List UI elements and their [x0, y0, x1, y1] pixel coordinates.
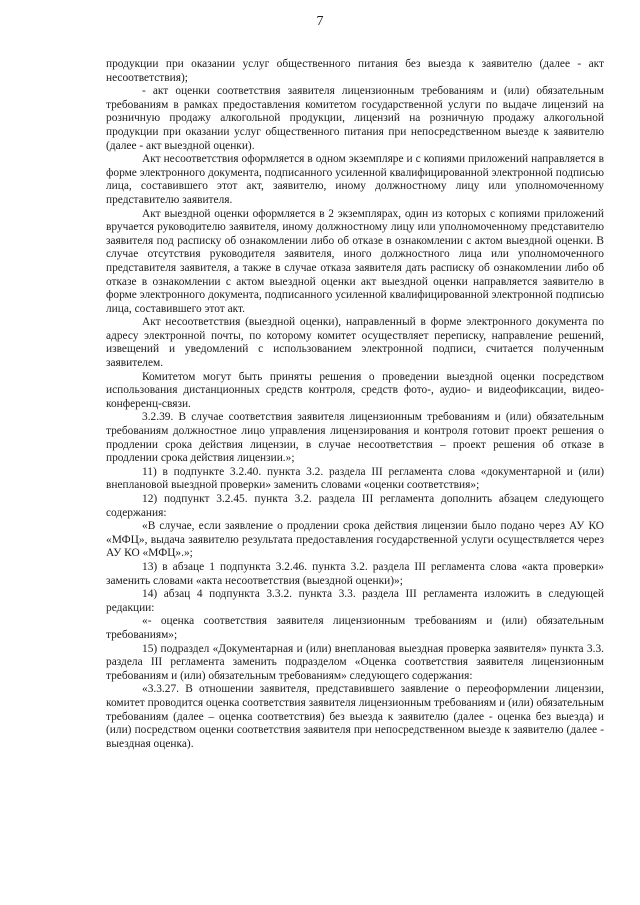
- paragraph: «3.3.27. В отношении заявителя, представившего заявление о переоформлении лицензии, комитет проводится оценка соответствия заявителя лицензионным требованиям и (или) обязательным требованиям (далее – оценка соответствия) без выезда к заявителю (далее - оценка без выезда) и (или) посредством оценки соответствия заявителя при непосредственном выезде к заявителю (далее - выездная оценка).: [106, 683, 604, 750]
- paragraph: «- оценка соответствия заявителя лицензионным требованиям и (или) обязательным требованиям»;: [106, 615, 604, 641]
- paragraph: - акт оценки соответствия заявителя лицензионным требованиям и (или) обязательным требованиям в рамках предоставления комитетом государственной услуги по выдаче лицензий на розничную продажу алкогольной продукции, лицензий на розничную продажу алкогольной продукции при оказании услуг общественного питания при непосредственном выезде к заявителю (далее - акт выездной оценки).: [106, 85, 604, 152]
- paragraph: Комитетом могут быть приняты решения о проведении выездной оценки посредством использования дистанционных средств контроля, средств фото-, аудио- и видеофиксации, видео-конференц-связи.: [106, 370, 604, 410]
- paragraph: 12) подпункт 3.2.45. пункта 3.2. раздела III регламента дополнить абзацем следующего содержания:: [106, 493, 604, 519]
- document-body: [106, 58, 604, 751]
- paragraph: «В случае, если заявление о продлении срока действия лицензии было подано через АУ КО «МФЦ», выдача заявителю результата предоставления государственной услуги осуществляется через АУ КО «МФЦ».»;: [106, 520, 604, 560]
- paragraph: Акт несоответствия оформляется в одном экземпляре и с копиями приложений направляется в форме электронного документа, подписанного усиленной квалифицированной электронной подписью лица, составившего этот акт, заявителю, иному должностному лицу или уполномоченному представителю заявителя.: [106, 153, 604, 206]
- paragraph: продукции при оказании услуг общественного питания без выезда к заявителю (далее - акт несоответствия);: [106, 58, 604, 84]
- paragraph: Акт несоответствия (выездной оценки), направленный в форме электронного документа по адресу электронной почты, по которому комитет осуществляет переписку, направление решений, извещений и уведомлений с использованием электронной подписи, считается полученным заявителем.: [106, 316, 604, 370]
- paragraph: 11) в подпункте 3.2.40. пункта 3.2. раздела III регламента слова «документарной и (или) внеплановой выездной проверки» заменить словами «оценки соответствия»;: [106, 465, 604, 492]
- paragraph: 14) абзац 4 подпункта 3.3.2. пункта 3.3. раздела III регламента изложить в следующей редакции:: [106, 588, 604, 614]
- paragraph: 3.2.39. В случае соответствия заявителя лицензионным требованиям и (или) обязательным требованиям должностное лицо управления лицензирования и контроля готовит проект решения о продлении срока действия лицензии, в случае несоответствия – проект решения об отказе в продлении срока действия лицензии.»;: [106, 411, 604, 465]
- paragraph: Акт выездной оценки оформляется в 2 экземплярах, один из которых с копиями приложений вручается руководителю заявителя, иному должностному лицу или уполномоченному представителю заявителя под расписку об ознакомлении либо об отказе в ознакомлении с актом выездной оценки. В случае отсутствия руководителя заявителя, иного должностного лица или уполномоченного представителя заявителя, а также в случае отказа заявителя дать расписку об ознакомлении либо об отказе в ознакомлении с актом выездной оценки акт выездной оценки направляется заявителю в форме электронного документа, подписанного усиленной квалифицированной электронной подписью лица, составившего этот акт.: [106, 207, 604, 315]
- paragraph: 13) в абзаце 1 подпункта 3.2.46. пункта 3.2. раздела III регламента слова «акта проверки» заменить словами «акта несоответствия (выездной оценки)»;: [106, 560, 604, 587]
- paragraph: 15) подраздел «Документарная и (или) внеплановая выездная проверка заявителя» пункта 3.3. раздела III регламента заменить подразделом «Оценка соответствия заявителя лицензионным требованиям и (или) обязательным требованиям» следующего содержания:: [106, 642, 604, 682]
- page-number: 7: [316, 14, 324, 29]
